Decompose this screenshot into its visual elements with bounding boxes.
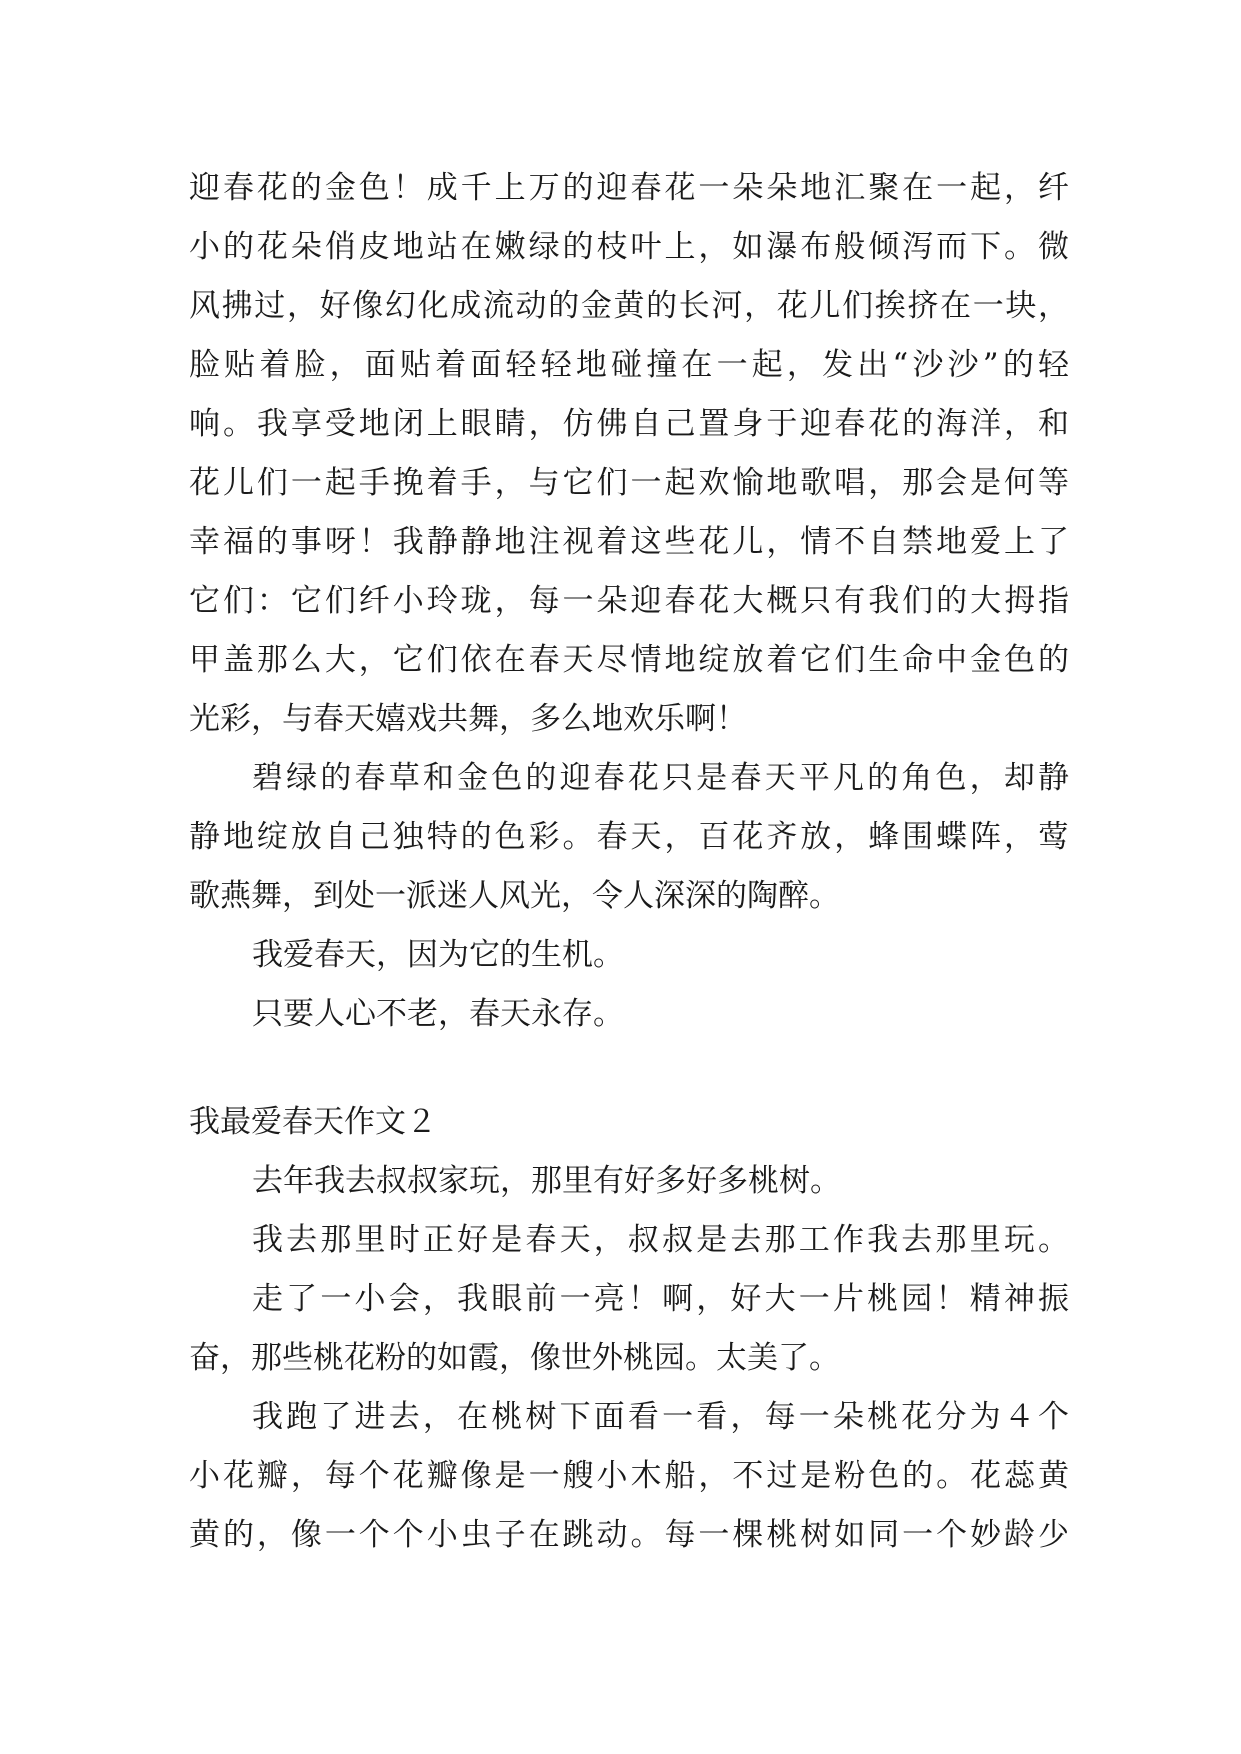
text-line: 歌燕舞，到处一派迷人风光，令人深深的陶醉。 — [189, 878, 840, 914]
text-line: 走了一小会，我眼前一亮！啊，好大一片桃园！精神振 — [252, 1281, 1069, 1317]
text-line: 脸贴着脸，面贴着面轻轻地碰撞在一起，发出“沙沙”的轻 — [189, 347, 1069, 383]
text-line: 花儿们一起手挽着手，与它们一起欢愉地歌唱，那会是何等 — [189, 465, 1069, 501]
text-line: 甲盖那么大，它们依在春天尽情地绽放着它们生命中金色的 — [189, 642, 1069, 678]
text-line: 去年我去叔叔家玩，那里有好多好多桃树。 — [252, 1163, 841, 1199]
text-line: 我爱春天，因为它的生机。 — [252, 937, 624, 973]
text-line: 我去那里时正好是春天，叔叔是去那工作我去那里玩。 — [252, 1222, 1069, 1258]
text-line: 它们：它们纤小玲珑，每一朵迎春花大概只有我们的大拇指 — [189, 583, 1069, 619]
text-line: 响。我享受地闭上眼睛，仿佛自己置身于迎春花的海洋，和 — [189, 406, 1069, 442]
text-line: 奋，那些桃花粉的如霞，像世外桃园。太美了。 — [189, 1340, 840, 1376]
text-line: 碧绿的春草和金色的迎春花只是春天平凡的角色，却静 — [252, 760, 1069, 796]
text-line: 只要人心不老，春天永存。 — [252, 996, 624, 1032]
section-title: 我最爱春天作文２ — [189, 1104, 437, 1140]
text-line: 迎春花的金色！成千上万的迎春花一朵朵地汇聚在一起，纤 — [189, 170, 1069, 206]
text-line: 光彩，与春天嬉戏共舞，多么地欢乐啊！ — [189, 701, 747, 737]
text-line: 我跑了进去，在桃树下面看一看，每一朵桃花分为４个 — [252, 1399, 1069, 1435]
text-line: 小花瓣，每个花瓣像是一艘小木船，不过是粉色的。花蕊黄 — [189, 1458, 1069, 1494]
text-line: 风拂过，好像幻化成流动的金黄的长河，花儿们挨挤在一块， — [189, 288, 1069, 324]
text-line: 静地绽放自己独特的色彩。春天，百花齐放，蜂围蝶阵，莺 — [189, 819, 1069, 855]
text-line: 小的花朵俏皮地站在嫩绿的枝叶上，如瀑布般倾泻而下。微 — [189, 229, 1069, 265]
text-line: 幸福的事呀！我静静地注视着这些花儿，情不自禁地爱上了 — [189, 524, 1069, 560]
text-line: 黄的，像一个个小虫子在跳动。每一棵桃树如同一个妙龄少 — [189, 1517, 1069, 1553]
